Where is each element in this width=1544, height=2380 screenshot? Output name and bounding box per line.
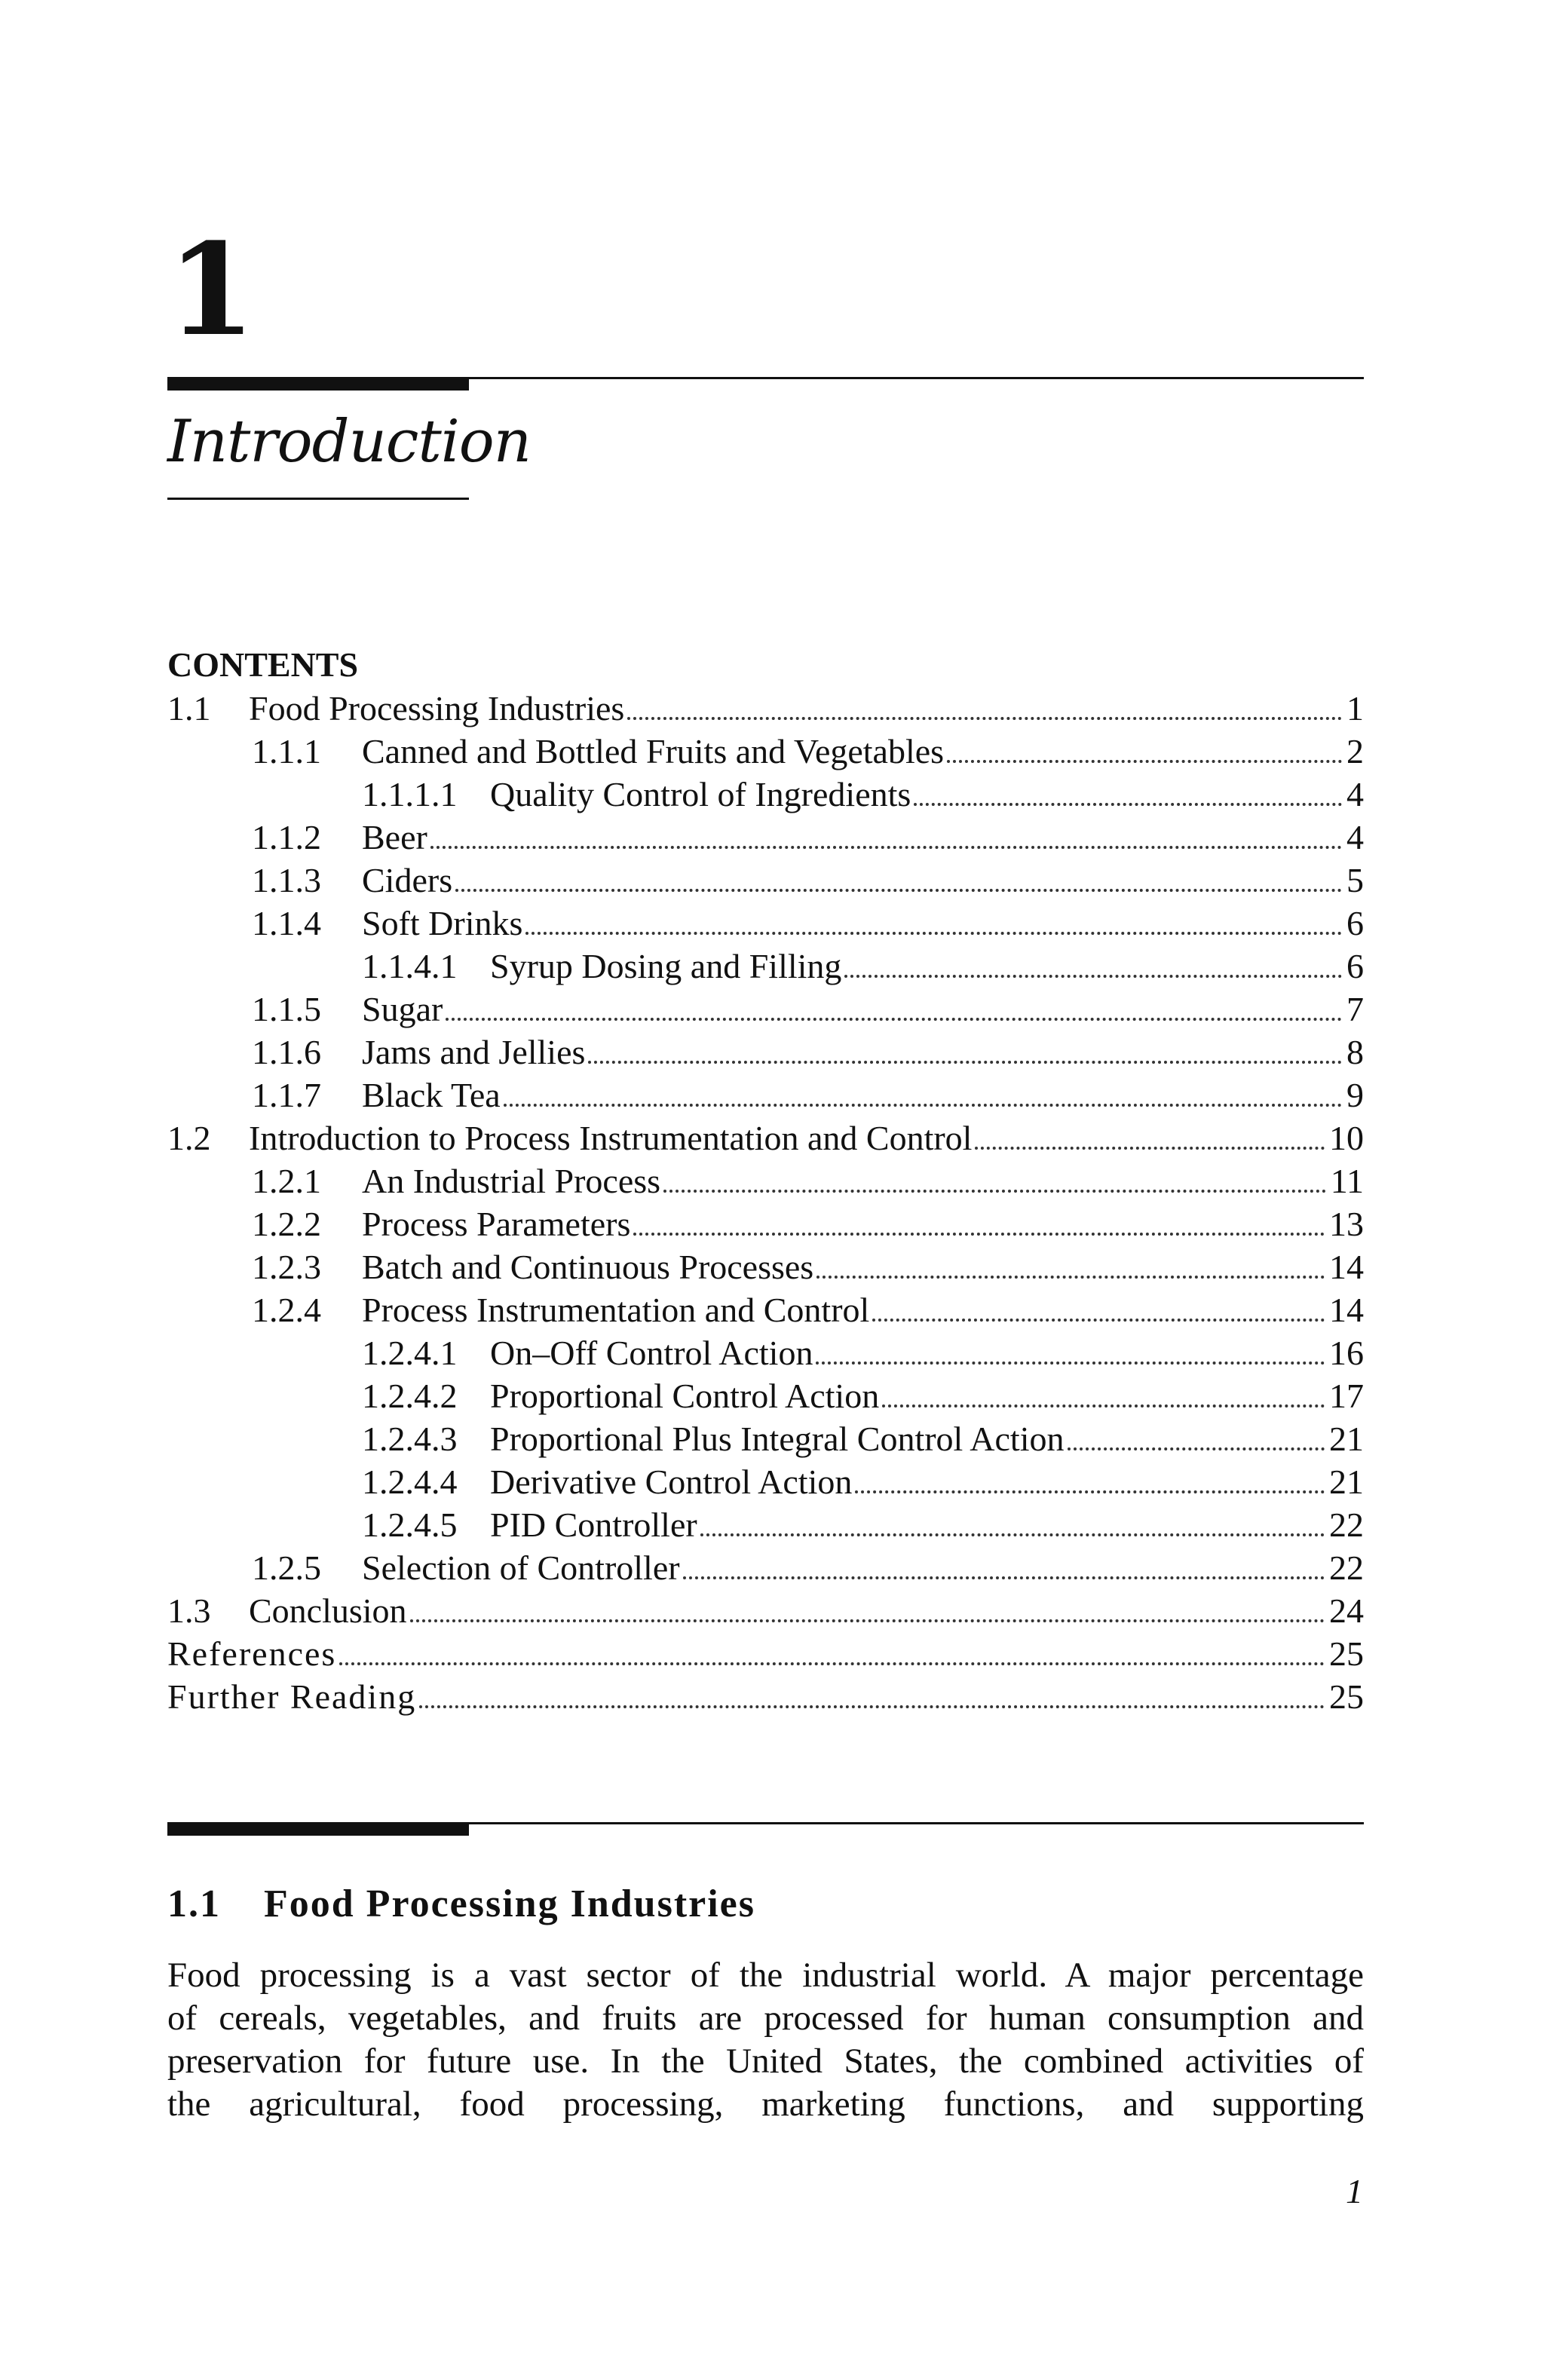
toc-entry-title: Introduction to Process Instrumentation and Control [249,1119,973,1157]
toc-entry[interactable] [167,687,1364,730]
toc-entry-page: 1 [1346,689,1364,727]
section-rule-thick [167,1822,469,1836]
toc-leader-dots [844,975,1342,978]
toc-leader-dots [683,1576,1325,1579]
toc-leader-dots [339,1662,1325,1665]
toc-entry[interactable] [167,1632,1364,1675]
toc-entry-title: Ciders [362,861,453,899]
toc-entry-number: 1.1.4.1 [362,947,458,985]
toc-leader-dots [419,1705,1325,1708]
toc-entry-title: Food Processing Industries [249,689,625,727]
toc-entry-number: 1.1.6 [252,1033,321,1071]
toc-entry[interactable] [167,988,1364,1031]
toc-entry-page: 14 [1329,1291,1364,1329]
toc-entry-title: On–Off Control Action [490,1334,813,1372]
toc-entry[interactable] [167,1031,1364,1074]
toc-entry-title: Derivative Control Action [490,1463,853,1501]
toc-leader-dots [588,1061,1342,1064]
toc-leader-dots [430,846,1342,849]
toc-leader-dots [816,1276,1325,1279]
body-line: Food processing is a vast sector of the industrial world. A major percentage [167,1956,1364,1995]
toc-entry[interactable] [167,816,1364,859]
toc-entry-title: Quality Control of Ingredients [490,775,911,813]
toc-entry[interactable] [167,1503,1364,1546]
body-line: preservation for future use. In the United States, the combined activities of [167,2042,1364,2081]
section-heading [167,1882,755,1926]
toc-leader-dots [700,1533,1325,1536]
toc-entry-page: 25 [1329,1634,1364,1673]
toc-entry[interactable] [167,1546,1364,1589]
toc-entry-page: 21 [1329,1463,1364,1501]
page-number: 1 [1346,2172,1363,2210]
toc-entry[interactable] [167,1288,1364,1331]
toc-entry-number: 1.2 [167,1119,211,1157]
toc-entry-title: Proportional Control Action [490,1377,880,1415]
toc-entry-page: 4 [1346,818,1364,856]
toc-entry-number: 1.1 [167,689,211,727]
toc-entry-title: An Industrial Process [362,1162,661,1200]
toc-entry-title: Process Instrumentation and Control [362,1291,870,1329]
toc-entry-page: 9 [1346,1076,1364,1114]
chapter-rule-thick [167,377,469,391]
toc-entry-number: 1.2.5 [252,1548,321,1587]
toc-entry-number: 1.2.4.5 [362,1505,458,1544]
toc-entry-title: Syrup Dosing and Filling [490,947,842,985]
toc-entry-title: Black Tea [362,1076,501,1114]
toc-entry-title: Beer [362,818,427,856]
toc-leader-dots [914,803,1342,806]
toc-entry[interactable] [167,730,1364,773]
toc-entry-number: 1.2.4.2 [362,1377,458,1415]
toc-entry-number: 1.2.4 [252,1291,321,1329]
toc-entry-title: Soft Drinks [362,904,523,942]
toc-leader-dots [975,1147,1325,1150]
toc-entry-page: 25 [1329,1677,1364,1716]
body-line: the agricultural, food processing, marketing functions, and supporting [167,2084,1364,2124]
toc-entry-number: 1.2.4.3 [362,1420,458,1458]
toc-entry-page: 16 [1329,1334,1364,1372]
toc-entry-number: 1.2.4.1 [362,1334,458,1372]
toc-entry[interactable] [167,1116,1364,1159]
toc-entry-number: 1.1.4 [252,904,321,942]
toc-entry-number: 1.1.3 [252,861,321,899]
toc-leader-dots [525,932,1342,935]
toc-entry-number: 1.2.4.4 [362,1463,458,1501]
toc-entry-title: Batch and Continuous Processes [362,1248,814,1286]
toc-entry-number: 1.1.1.1 [362,775,458,813]
toc-entry-page: 7 [1346,990,1364,1028]
toc-entry-title: References [167,1634,337,1673]
toc-entry-page: 11 [1330,1162,1364,1200]
toc-entry[interactable] [167,1417,1364,1460]
section-number: 1.1 [167,1882,221,1925]
toc-entry-title: Selection of Controller [362,1548,680,1587]
toc-entry-page: 6 [1346,947,1364,985]
toc-entry-page: 2 [1346,732,1364,770]
toc-entry-title: Sugar [362,990,443,1028]
toc-entry-title: Proportional Plus Integral Control Action [490,1420,1065,1458]
toc-entry[interactable] [167,773,1364,816]
toc-leader-dots [947,760,1342,763]
section-title: Food Processing Industries [264,1882,755,1925]
toc-entry-number: 1.1.1 [252,732,321,770]
toc-entry-page: 13 [1329,1205,1364,1243]
toc-entry[interactable] [167,1202,1364,1245]
toc-entry-page: 21 [1329,1420,1364,1458]
chapter-number: 1 [167,215,256,364]
toc-entry[interactable] [167,1331,1364,1374]
toc-leader-dots [633,1233,1325,1236]
toc-entry-page: 22 [1329,1548,1364,1587]
toc-leader-dots [882,1404,1325,1407]
toc-entry-page: 5 [1346,861,1364,899]
toc-entry[interactable] [167,859,1364,902]
toc-entry-number: 1.1.5 [252,990,321,1028]
chapter-title-underline [167,498,469,500]
toc-leader-dots [627,717,1342,720]
toc-entry-title: Conclusion [249,1591,407,1630]
toc-leader-dots [410,1619,1325,1622]
toc-entry[interactable] [167,1374,1364,1417]
toc-entry-title: Further Reading [167,1677,417,1716]
toc-entry[interactable] [167,1460,1364,1503]
body-paragraph [167,1954,1364,2126]
toc-entry[interactable] [167,1159,1364,1202]
toc-entry-number: 1.3 [167,1591,211,1630]
toc-entry[interactable] [167,945,1364,988]
toc-leader-dots [816,1362,1325,1365]
toc-leader-dots [504,1104,1342,1107]
toc-entry-title: Process Parameters [362,1205,631,1243]
toc-entry[interactable] [167,1589,1364,1632]
toc-entry-page: 4 [1346,775,1364,813]
toc-entry-title: PID Controller [490,1505,697,1544]
toc-entry-number: 1.2.3 [252,1248,321,1286]
toc-entry-number: 1.1.7 [252,1076,321,1114]
toc-leader-dots [872,1319,1325,1322]
toc-entry-page: 24 [1329,1591,1364,1630]
toc-leader-dots [1068,1447,1325,1450]
toc-entry-page: 14 [1329,1248,1364,1286]
toc-entry-page: 6 [1346,904,1364,942]
toc-entry-page: 8 [1346,1033,1364,1071]
toc-leader-dots [455,889,1342,892]
toc-entry[interactable] [167,1074,1364,1116]
toc-entry-title: Canned and Bottled Fruits and Vegetables [362,732,945,770]
table-of-contents [167,687,1364,1718]
toc-entry-page: 17 [1329,1377,1364,1415]
toc-entry[interactable] [167,1245,1364,1288]
toc-entry-page: 22 [1329,1505,1364,1544]
toc-entry-title: Jams and Jellies [362,1033,586,1071]
toc-entry-number: 1.1.2 [252,818,321,856]
chapter-title: Introduction [167,408,531,476]
toc-leader-dots [446,1018,1342,1021]
toc-leader-dots [855,1490,1325,1493]
toc-entry[interactable] [167,1675,1364,1718]
toc-entry-page: 10 [1329,1119,1364,1157]
contents-heading: CONTENTS [167,645,359,684]
toc-entry-number: 1.2.2 [252,1205,321,1243]
toc-leader-dots [663,1190,1326,1193]
body-line: of cereals, vegetables, and fruits are processed for human consumption and [167,1999,1364,2038]
toc-entry-number: 1.2.1 [252,1162,321,1200]
toc-entry[interactable] [167,902,1364,945]
